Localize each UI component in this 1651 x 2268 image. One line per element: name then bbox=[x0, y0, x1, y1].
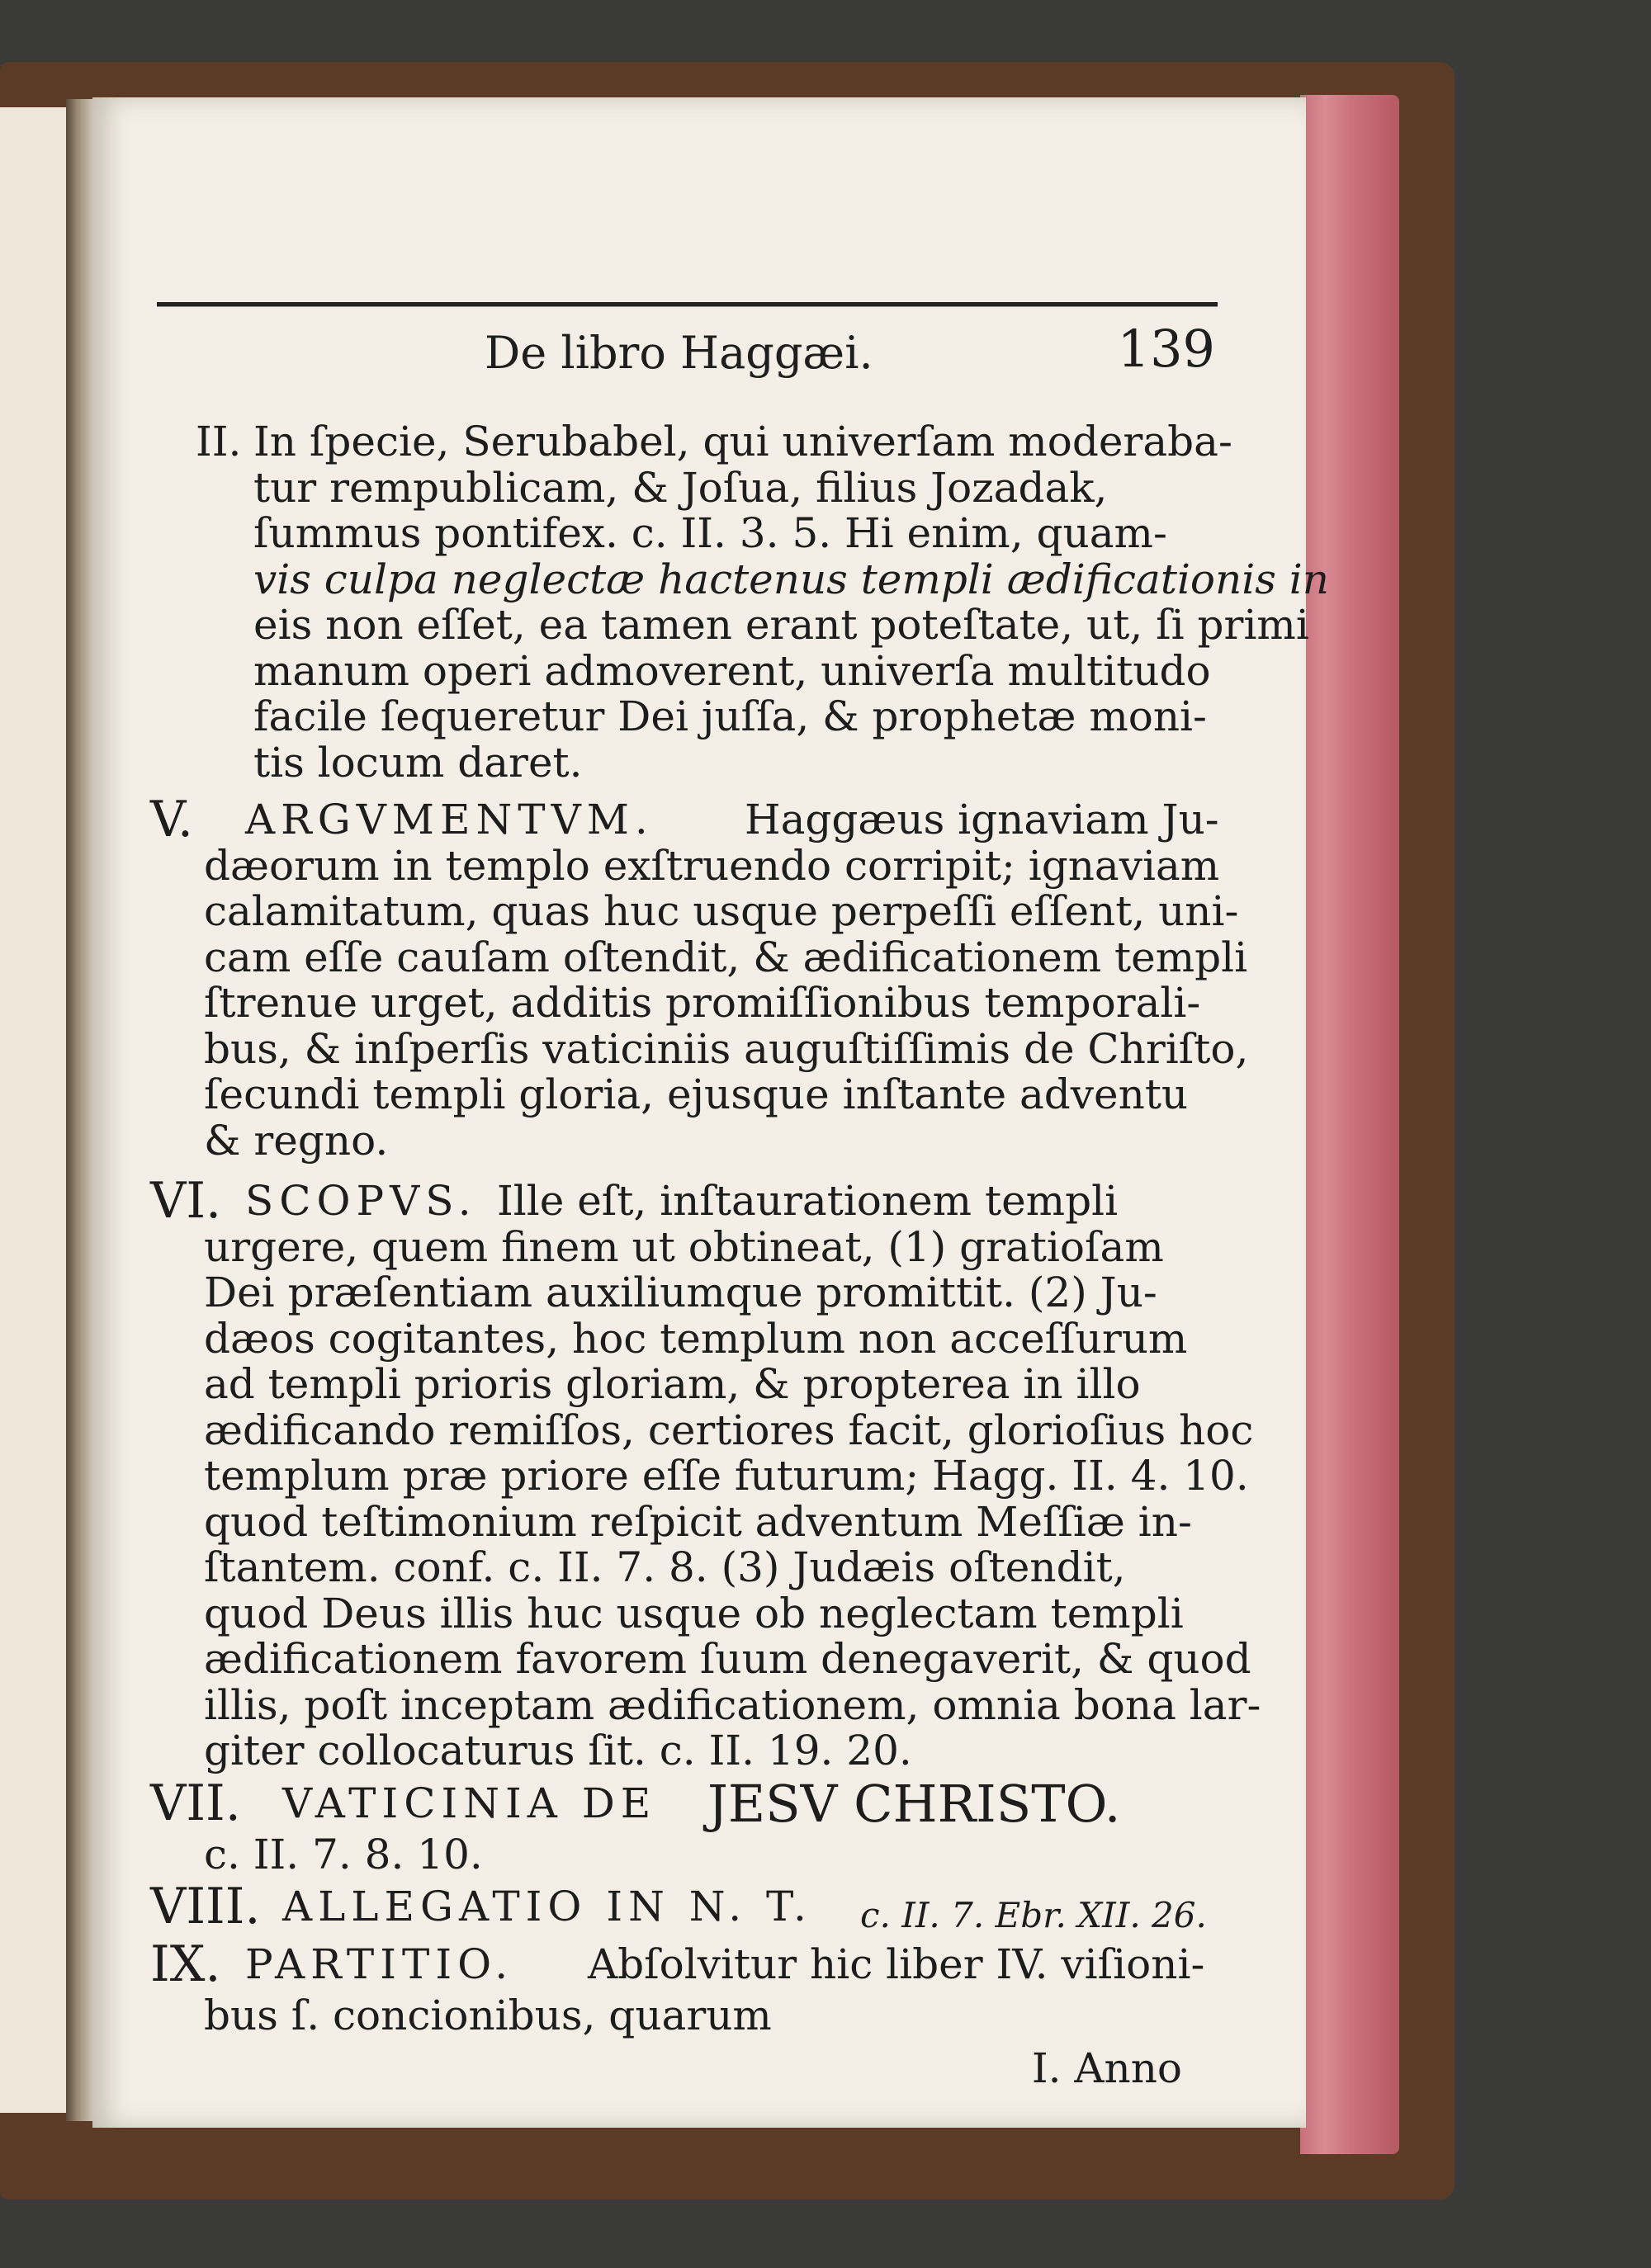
text-line: In ſpecie, Serubabel, qui univerſam moderaba- bbox=[253, 418, 1232, 465]
text-line: ſummus pontifex. c. II. 3. 5. Hi enim, quam- bbox=[253, 509, 1167, 557]
section-label: II. bbox=[196, 418, 242, 465]
section-viii bbox=[92, 1878, 1306, 1935]
text-line: bus ſ. concionibus, quarum bbox=[204, 1992, 772, 2039]
text-line: c. II. 7. 8. 10. bbox=[204, 1830, 483, 1878]
text-line: vis culpa neglectæ hactenus templi ædificationis in bbox=[253, 555, 1329, 603]
book-page bbox=[92, 97, 1329, 2128]
text-line: quod teſtimonium reſpicit adventum Meſſiæ in- bbox=[204, 1497, 1192, 1546]
section-heading: ALLEGATIO IN N. T. bbox=[282, 1883, 812, 1930]
section-label: IX. bbox=[150, 1935, 221, 1993]
page-edges bbox=[1300, 95, 1399, 2154]
text-line: cam eſſe cauſam oſtendit, & ædificationem templi bbox=[204, 933, 1248, 981]
facing-page bbox=[0, 107, 66, 2113]
running-title: De libro Haggæi. bbox=[485, 327, 873, 379]
text-line: ſtrenue urget, additis promiſſionibus temporali- bbox=[204, 979, 1201, 1027]
section-heading: VATICINIA DE bbox=[282, 1779, 657, 1827]
text-line: quod Deus illis huc usque ob neglectam templi bbox=[204, 1589, 1184, 1637]
text-line: ædificando remiſſos, certiores facit, glorioſius hoc bbox=[204, 1406, 1254, 1454]
text-line: dæos cogitantes, hoc templum non acceſſurum bbox=[204, 1314, 1188, 1363]
text-line: bus, & inſperſis vaticiniis auguſtiſſimis de Chriſto, bbox=[204, 1024, 1249, 1073]
text-line: ſecundi templi gloria, ejusque inſtante adventu bbox=[204, 1070, 1189, 1118]
text-line: giter collocaturus ſit. c. II. 19. 20. bbox=[204, 1727, 912, 1774]
section-label: V. bbox=[150, 791, 193, 848]
text-line: facile ſequeretur Dei juſſa, & prophetæ moni- bbox=[253, 692, 1207, 740]
text-line: ædificationem favorem ſuum denegaverit, & quod bbox=[204, 1635, 1251, 1683]
text-line: tis locum daret. bbox=[253, 738, 583, 787]
page-number: 139 bbox=[1117, 319, 1215, 379]
text-line: Dei præſentiam auxiliumque promittit. (2) Ju- bbox=[204, 1269, 1157, 1316]
text-line: & regno. bbox=[204, 1116, 389, 1165]
text-line: Abſolvitur hic liber IV. viſioni- bbox=[588, 1940, 1205, 1988]
text-line: tur rempublicam, & Joſua, filius Jozadak, bbox=[253, 463, 1108, 512]
section-vi bbox=[92, 1172, 1306, 1774]
catchword: I. Anno bbox=[1031, 2044, 1182, 2092]
section-ii bbox=[92, 418, 1329, 787]
book-gutter bbox=[66, 99, 96, 2121]
section-vii bbox=[92, 1773, 1306, 1878]
text-line: dæorum in templo exſtruendo corripit; ignaviam bbox=[204, 841, 1220, 890]
section-heading: SCOPVS. bbox=[245, 1177, 477, 1225]
header-rule bbox=[157, 302, 1218, 307]
section-v bbox=[92, 791, 1306, 1165]
section-label: VI. bbox=[150, 1172, 222, 1230]
text-line: ſtantem. conf. c. II. 7. 8. (3) Judæis oſtendit, bbox=[204, 1543, 1126, 1591]
text-line: JESV CHRISTO. bbox=[707, 1773, 1121, 1834]
text-line: eis non eſſet, ea tamen erant poteſtate, ut, ſi primi bbox=[253, 601, 1309, 649]
text-line: manum operi admoverent, univerſa multitudo bbox=[253, 646, 1211, 695]
text-line: ad templi prioris gloriam, & propterea in illo bbox=[204, 1360, 1141, 1408]
section-label: VIII. bbox=[150, 1878, 261, 1935]
page-header bbox=[92, 238, 1306, 379]
section-ix bbox=[92, 1935, 1306, 2039]
text-line: Haggæus ignaviam Ju- bbox=[745, 796, 1219, 843]
section-heading: ARGVMENTVM. bbox=[245, 796, 654, 843]
text-line: calamitatum, quas huc usque perpeſſi eſſent, uni- bbox=[204, 887, 1239, 935]
text-line: illis, poſt inceptam ædificationem, omnia bona lar- bbox=[204, 1680, 1261, 1729]
text-line: Ille eſt, inſtaurationem templi bbox=[497, 1177, 1119, 1225]
page-body bbox=[92, 320, 1329, 2092]
text-line: c. II. 7. Ebr. XII. 26. bbox=[860, 1895, 1207, 1935]
text-line: urgere, quem finem ut obtineat, (1) gratioſam bbox=[204, 1222, 1164, 1271]
text-line: templum præ priore eſſe futurum; Hagg. II. 4. 10. bbox=[204, 1452, 1249, 1500]
section-label: VII. bbox=[150, 1774, 241, 1832]
section-heading: PARTITIO. bbox=[245, 1940, 514, 1988]
